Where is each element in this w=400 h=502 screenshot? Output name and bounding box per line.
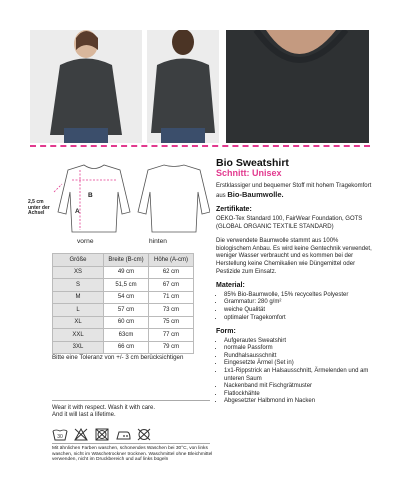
armpit-note: 2,5 cm unter der Achsel (28, 199, 50, 217)
list-item: • Nackenband mit Fischgrätmuster (224, 383, 374, 391)
table-row (53, 279, 194, 292)
care-line-1: Wear it with respect. Wash it with care. (52, 405, 156, 411)
care-icons (52, 427, 152, 441)
list-item: • Eingesetzte Ärmel (Set in) (224, 360, 374, 368)
width-cell: 60 cm (104, 316, 149, 329)
wash-temp: 30 (57, 433, 63, 440)
width-cell: 66 cm (104, 341, 149, 354)
list-item: • Grammatur: 280 g/m² (224, 299, 374, 307)
table-row (53, 341, 194, 354)
label-a: A (75, 208, 80, 215)
size-cell: S (53, 279, 104, 292)
material-list (216, 292, 374, 322)
table-header-row (53, 254, 194, 267)
list-item: • 1x1-Rippstrick an Halsausschnitt, Ärmelenden und am unteren Saum (224, 368, 374, 383)
list-item: • Abgesetzter Halbmond im Nacken (224, 398, 374, 406)
certificates-heading: Zertifikate: (216, 206, 252, 214)
label-b: B (88, 192, 93, 199)
no-dry-clean-icon (136, 427, 152, 441)
iron-icon (115, 427, 131, 441)
width-cell: 54 cm (104, 291, 149, 304)
tolerance-note: Bitte eine Toleranz von +/- 3 cm berücksichtigen (52, 354, 184, 361)
header-cell: Höhe (A-cm) (149, 254, 194, 267)
size-cell: XXL (53, 329, 104, 342)
width-cell: 57 cm (104, 304, 149, 317)
list-item: • Flatlockhähte (224, 391, 374, 399)
list-item: • 85% Bio-Baumwolle, 15% recyceltes Polyester (224, 292, 374, 300)
sustainability-text: Die verwendete Baumwolle stammt aus 100% biologischem Anbau. Es wird keine Gentechnik verwendet, weniger Wasser verbraucht und es kommen bei der Herstellung keine Chemikalien wie Düngemittel oder Pestizide zum Einsatz. (216, 238, 372, 275)
care-line-2: And it will last a lifetime. (52, 412, 116, 419)
size-cell: 3XL (53, 341, 104, 354)
list-item: • normale Passform (224, 345, 374, 353)
photo-fabric-closeup (226, 30, 369, 143)
product-title: Bio Sweatshirt (216, 157, 289, 169)
size-cell: XS (53, 266, 104, 279)
width-cell: 49 cm (104, 266, 149, 279)
product-description (216, 157, 374, 406)
front-label: vorne (77, 238, 94, 245)
product-cut: Schnitt: Unisex (216, 167, 282, 178)
wash-30-icon (52, 427, 68, 441)
height-cell: 67 cm (149, 279, 194, 292)
height-cell: 62 cm (149, 266, 194, 279)
width-cell: 63cm (104, 329, 149, 342)
height-cell: 75 cm (149, 316, 194, 329)
size-cell: M (53, 291, 104, 304)
photo-front (30, 30, 142, 143)
height-cell: 79 cm (149, 341, 194, 354)
back-label: hinten (149, 238, 167, 245)
height-cell: 71 cm (149, 291, 194, 304)
care-bottom-rule (52, 443, 210, 444)
material-heading: Material: (216, 282, 245, 290)
width-cell: 51,5 cm (104, 279, 149, 292)
intro-text (216, 183, 374, 200)
table-row (53, 291, 194, 304)
product-photos (0, 0, 400, 143)
table-row (53, 304, 194, 317)
form-list (216, 338, 374, 406)
header-cell: Breite (B-cm) (104, 254, 149, 267)
list-item: • Aufgerautes Sweatshirt (224, 338, 374, 346)
photo-back (147, 30, 219, 143)
height-cell: 73 cm (149, 304, 194, 317)
list-item: • weiche Qualität (224, 307, 374, 315)
form-heading: Form: (216, 328, 236, 336)
height-cell: 77 cm (149, 329, 194, 342)
pink-dashed-divider (30, 145, 370, 147)
size-cell: XL (53, 316, 104, 329)
intro-text-bold: Bio-Baumwolle. (227, 189, 284, 199)
size-cell: L (53, 304, 104, 317)
intro-text-main: Erstklassiger und bequemer Stoff mit hohem Tragekomfort aus (216, 183, 372, 199)
care-top-rule (52, 400, 210, 401)
list-item: • Rundhalsausschnitt (224, 353, 374, 361)
no-bleach-icon (73, 427, 89, 441)
care-instructions: Mit ähnlichen Farben waschen, schonendes Waschen bei 30°C, von links waschen, nicht im Wäschetrockner trocknen. Waschmittel ohne Bleichmittel verwenden, nicht im Druckbereich und auf links bügeln (52, 446, 213, 463)
header-cell: Größe (53, 254, 104, 267)
list-item: • optimaler Tragekomfort (224, 315, 374, 323)
care-slogan (52, 405, 202, 420)
measurement-diagram (50, 162, 210, 242)
no-tumble-dry-icon (94, 427, 110, 441)
table-row (53, 266, 194, 279)
table-row (53, 329, 194, 342)
table-row (53, 316, 194, 329)
certificates-text: OEKO-Tex Standard 100, FairWear Foundation, GOTS (GLOBAL ORGANIC TEXTILE STANDARD) (216, 215, 363, 230)
size-table (52, 253, 194, 354)
